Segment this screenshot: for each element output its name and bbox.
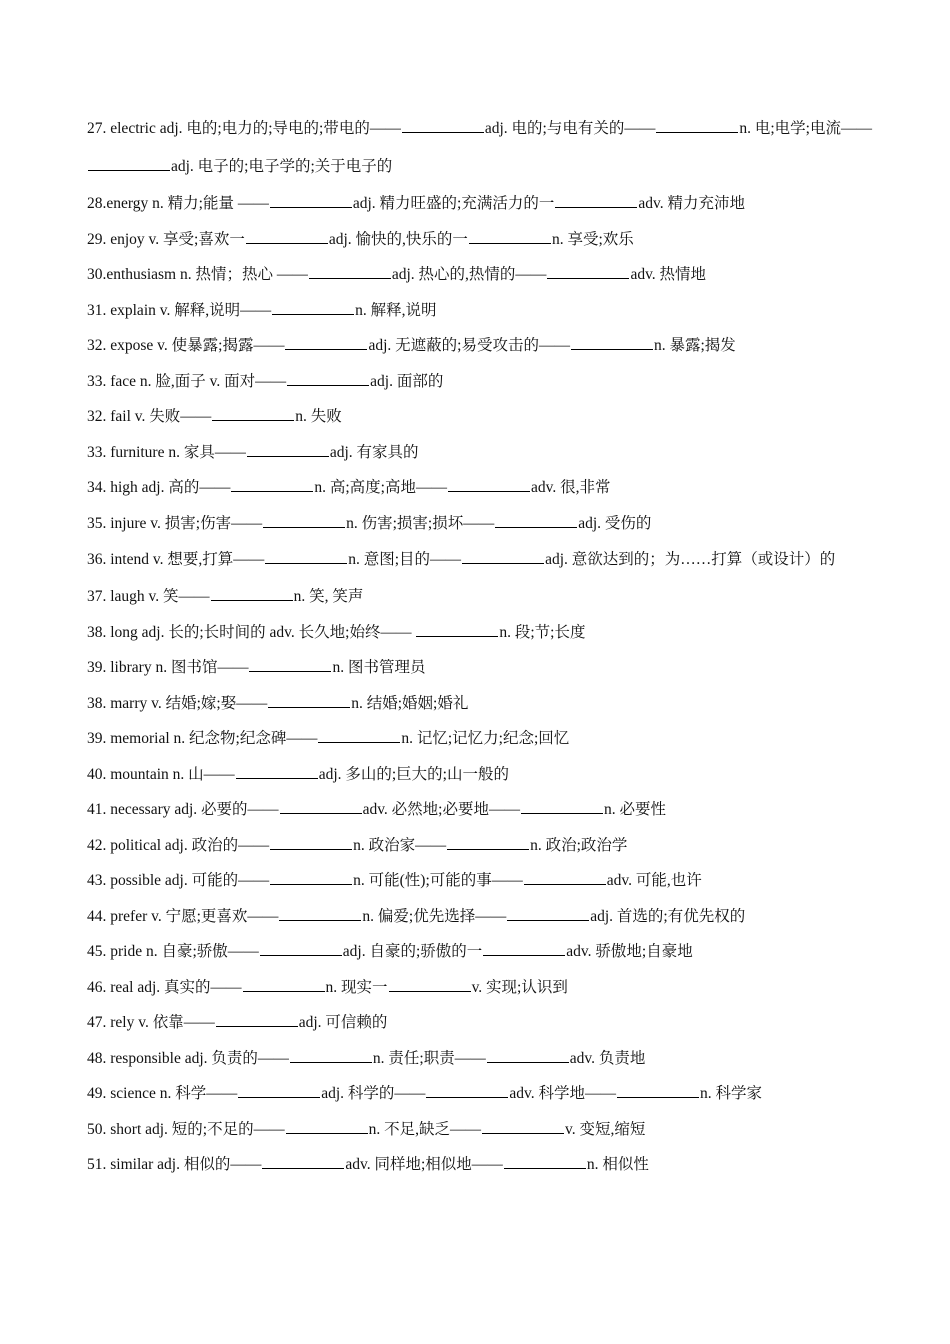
entry-text: adv. 同样地;相似地—— [345,1156,503,1173]
entry-text: n. 失败 [295,408,342,425]
entry-text: n. 意图;目的—— [348,551,462,568]
entry-text: n. 责任;职责—— [372,1049,486,1067]
vocab-entry [87,1076,877,1112]
answer-blank[interactable] [270,835,352,850]
answer-blank[interactable] [416,622,498,637]
entry-text: n. 偏爱;优先选择—— [362,907,507,925]
entry-text: 32. fail v. 失败—— [87,408,212,425]
entry-text: n. 科学家 [700,1085,763,1102]
entry-text: n. 段;节;长度 [499,623,586,641]
entry-text: n. 可能(性);可能的事—— [353,872,523,889]
answer-blank[interactable] [547,264,629,279]
vocab-entry [87,1041,877,1077]
entry-text: 35. injure v. 损害;伤害—— [87,514,263,532]
entry-text: adj. 热心的,热情的—— [391,266,547,283]
vocab-entry [87,1112,877,1148]
entry-text: 48. responsible adj. 负责的—— [87,1049,289,1067]
answer-blank[interactable] [272,300,354,315]
answer-blank[interactable] [617,1083,699,1098]
answer-blank[interactable] [426,1083,508,1098]
answer-blank[interactable] [507,906,589,921]
entry-text: adv. 负责地 [569,1049,646,1067]
entry-text: adv. 可能,也许 [606,872,702,889]
entry-text: 44. prefer v. 宁愿;更喜欢—— [87,907,279,925]
answer-blank[interactable] [555,193,637,208]
entry-text: 31. explain v. 解释,说明—— [87,301,272,319]
entry-text: 29. enjoy v. 享受;喜欢一 [87,230,245,248]
entry-text: adj. 意欲达到的；为……打算（或设计）的 [545,551,836,568]
answer-blank[interactable] [279,906,361,921]
entry-text: n. 享受;欢乐 [551,230,634,248]
answer-blank[interactable] [285,335,367,350]
answer-blank[interactable] [469,229,551,244]
answer-blank[interactable] [287,371,369,386]
answer-blank[interactable] [249,657,331,672]
answer-blank[interactable] [286,1119,368,1134]
entry-text: n. 必要性 [604,801,667,818]
vocab-entry [87,934,877,970]
entry-text: adv. 骄傲地;自豪地 [566,943,693,960]
entry-text: 43. possible adj. 可能的—— [87,872,270,889]
entry-text: adj. 电的;与电有关的—— [484,120,656,137]
answer-blank[interactable] [487,1048,569,1063]
vocab-entry [87,328,877,364]
answer-blank[interactable] [462,549,544,564]
entry-text: n. 暴露;揭发 [653,337,736,354]
answer-blank[interactable] [270,193,352,208]
entry-text: n. 高;高度;高地—— [314,479,447,496]
vocab-entry [87,293,877,329]
entry-text: n. 笑, 笑声 [293,588,364,605]
entry-text: adv. 必然地;必要地—— [362,801,520,818]
entry-text: n. 政治;政治学 [530,836,628,854]
vocab-entry [87,222,877,258]
answer-blank[interactable] [280,799,362,814]
entry-text: adj. 有家具的 [329,443,419,461]
answer-blank[interactable] [521,799,603,814]
entry-text: 27. electric adj. 电的;电力的;导电的;带电的—— [87,120,401,137]
entry-text: 38. long adj. 长的;长时间的 adv. 长久地;始终—— [87,623,416,641]
answer-blank[interactable] [524,870,606,885]
answer-blank[interactable] [216,1012,298,1027]
entry-text: 39. library n. 图书馆—— [87,659,249,676]
entry-text: 45. pride n. 自豪;骄傲—— [87,943,259,960]
answer-blank[interactable] [211,586,293,601]
vocab-entry [87,470,877,506]
entry-text: 36. intend v. 想要,打算—— [87,551,265,568]
answer-blank[interactable] [212,406,294,421]
entry-text: adj. 可信赖的 [298,1014,388,1031]
entry-text: n. 相似性 [586,1156,649,1173]
answer-blank[interactable] [504,1154,586,1169]
answer-blank[interactable] [483,941,565,956]
entry-text: adj. 自豪的;骄傲的一 [342,943,483,960]
vocab-entry [87,110,877,186]
entry-text: 47. rely v. 依靠—— [87,1014,215,1031]
vocab-entry [87,650,877,686]
entry-text: adj. 多山的;巨大的;山一般的 [318,765,509,783]
entry-text: adv. 精力充沛地 [638,195,745,212]
vocab-entry [87,828,877,864]
answer-blank[interactable] [448,477,530,492]
vocab-entry [87,970,877,1006]
entry-text: 30.enthusiasm n. 热情；热心 —— [87,266,308,283]
entry-text: adj. 面部的 [370,372,444,390]
entry-text: 39. memorial n. 纪念物;纪念碑—— [87,730,318,747]
answer-blank[interactable] [238,1083,320,1098]
entry-text: adj. 精力旺盛的;充满活力的一 [352,195,555,212]
vocab-entry [87,435,877,471]
vocab-entry [87,757,877,793]
entry-text: 46. real adj. 真实的—— [87,978,242,996]
answer-blank[interactable] [482,1119,564,1134]
entry-text: 49. science n. 科学—— [87,1085,238,1102]
entry-text: adj. 科学的—— [321,1085,426,1102]
answer-blank[interactable] [243,977,325,992]
answer-blank[interactable] [265,549,347,564]
vocab-entry [87,1147,877,1183]
vocab-entry [87,186,877,222]
entry-text: 32. expose v. 使暴露;揭露—— [87,337,285,354]
entry-text: adj. 电子的;电子学的;关于电子的 [171,158,393,175]
vocab-entry [87,863,877,899]
answer-blank[interactable] [447,835,529,850]
entry-text: 42. political adj. 政治的—— [87,836,270,854]
entry-text: 41. necessary adj. 必要的—— [87,801,279,818]
entry-text: 33. furniture n. 家具—— [87,443,246,461]
answer-blank[interactable] [260,941,342,956]
answer-blank[interactable] [263,513,345,528]
entry-text: adv. 科学地—— [509,1085,617,1102]
answer-blank[interactable] [318,728,400,743]
entry-text: adv. 很,非常 [531,479,611,496]
answer-blank[interactable] [247,442,329,457]
vocab-entry [87,615,877,651]
answer-blank[interactable] [656,118,738,133]
vocab-entry [87,686,877,722]
answer-blank[interactable] [270,870,352,885]
answer-blank[interactable] [88,156,170,171]
vocab-entry [87,541,877,579]
vocab-entry [87,1005,877,1041]
entry-text: 40. mountain n. 山—— [87,765,235,783]
entry-text: adj. 无遮蔽的;易受攻击的—— [368,337,570,354]
vocab-entry [87,579,877,615]
entry-text: n. 伤害;损害;损坏—— [346,514,495,532]
entry-text: 51. similar adj. 相似的—— [87,1156,262,1173]
entry-text: 28.energy n. 精力;能量 —— [87,195,269,212]
entry-text: v. 变短,缩短 [565,1120,646,1138]
entry-text: adj. 受伤的 [578,514,652,532]
vocab-entry [87,257,877,293]
entry-text: 37. laugh v. 笑—— [87,588,210,605]
answer-blank[interactable] [389,977,471,992]
entry-text: adj. 愉快的,快乐的一 [328,230,468,248]
entry-text: 34. high adj. 高的—— [87,479,231,496]
answer-blank[interactable] [495,513,577,528]
entry-text: n. 记忆;记忆力;纪念;回忆 [401,730,570,747]
entry-text: n. 解释,说明 [355,301,437,319]
entry-text: n. 结婚;婚姻;婚礼 [351,694,469,712]
entry-text: 50. short adj. 短的;不足的—— [87,1120,285,1138]
vocab-entry [87,899,877,935]
vocab-entry [87,399,877,435]
answer-blank[interactable] [236,764,318,779]
answer-blank[interactable] [231,477,313,492]
answer-blank[interactable] [571,335,653,350]
answer-blank[interactable] [268,693,350,708]
answer-blank[interactable] [262,1154,344,1169]
entry-text: n. 不足,缺乏—— [368,1120,482,1138]
vocab-entry [87,364,877,400]
entry-text: n. 政治家—— [353,836,447,854]
entry-text: 33. face n. 脸,面子 v. 面对—— [87,372,287,390]
answer-blank[interactable] [402,118,484,133]
entry-text: adj. 首选的;有优先权的 [590,907,746,925]
answer-blank[interactable] [246,229,328,244]
answer-blank[interactable] [290,1048,372,1063]
vocab-entry [87,506,877,542]
vocab-entry [87,721,877,757]
entry-text: 38. marry v. 结婚;嫁;娶—— [87,694,268,712]
entry-text: n. 电;电学;电流—— [739,120,872,137]
entry-text: n. 现实一 [325,978,388,996]
entry-text: adv. 热情地 [630,266,707,283]
entry-text: n. 图书管理员 [332,659,426,676]
vocabulary-list [87,110,877,1183]
entry-text: v. 实现;认识到 [471,978,568,996]
answer-blank[interactable] [309,264,391,279]
vocab-entry [87,792,877,828]
